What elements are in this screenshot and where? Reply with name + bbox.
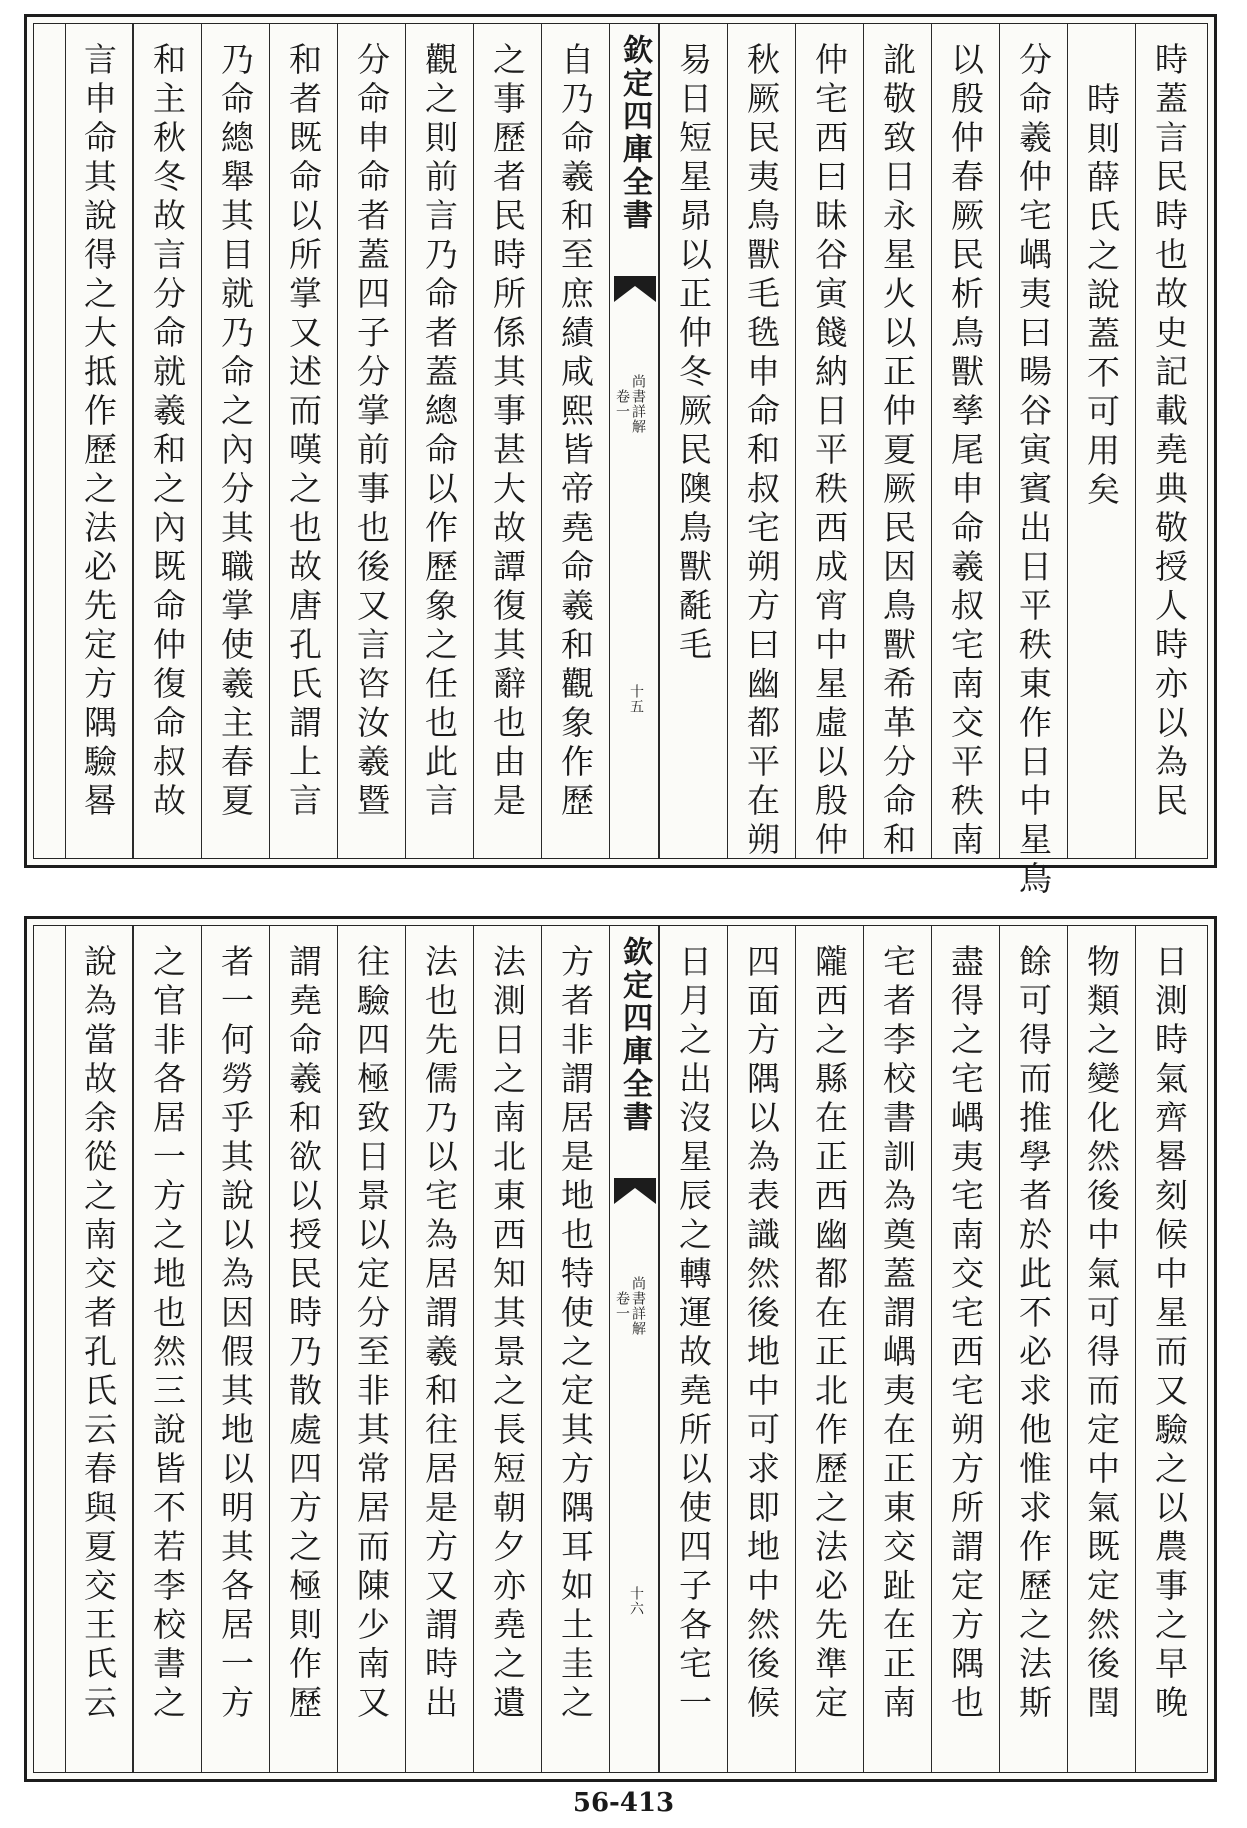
- text-column: 物類之變化然後中氣可得而定中氣既定然後閏: [1082, 944, 1121, 1724]
- text-column: 言申命其說得之大抵作歷之法必先定方隅驗晷: [79, 42, 118, 822]
- top-col-l7: [133, 24, 201, 858]
- book-title: 尚書詳解: [630, 1276, 646, 1336]
- text-column: 秋厥民夷鳥獸毛毨申命和叔宅朔方曰幽都平在朔: [742, 42, 781, 861]
- fishtail-mark-icon: [614, 276, 656, 302]
- text-column: 四面方隅以為表識然後地中可求即地中然後候: [742, 944, 781, 1724]
- text-column: 說為當故余從之南交者孔氏云春與夏交王氏云: [79, 944, 118, 1724]
- volume-label: 卷一: [614, 389, 630, 419]
- book-title: 尚書詳解: [630, 374, 646, 434]
- bottom-col-r5: [863, 926, 931, 1772]
- top-page-frame: [33, 23, 1208, 900]
- text-column: 易日短星昴以正仲冬厥民隩鳥獸氄毛: [674, 42, 713, 666]
- text-column: 分命羲仲宅嵎夷曰暘谷寅賓出日平秩東作日中星鳥: [1014, 42, 1053, 900]
- top-col-l3: [405, 24, 473, 858]
- leaf-number: 十五: [628, 684, 644, 714]
- text-column: 法測日之南北東西知其景之長短朝夕亦堯之遺: [488, 944, 527, 1724]
- text-column: 盡得之宅嵎夷宅南交宅西宅朔方所謂定方隅也: [946, 944, 985, 1724]
- bottom-col-l1: [541, 926, 609, 1772]
- text-column: 自乃命羲和至庶績咸熙皆帝堯命羲和觀象作歷: [556, 42, 595, 822]
- top-col-r3: [999, 24, 1067, 900]
- text-column: 觀之則前言乃命者蓋總命以作歷象之任也此言: [420, 42, 459, 822]
- fishtail-mark-icon: [614, 1178, 656, 1204]
- bottom-col-l5: [269, 926, 337, 1772]
- top-col-r1: [1135, 24, 1203, 858]
- bottom-col-r4: [931, 926, 999, 1772]
- bottom-col-l6: [201, 926, 269, 1772]
- text-column: 日測時氣齊晷刻候中星而又驗之以農事之早晚: [1150, 944, 1189, 1724]
- text-column: 分命申命者蓋四子分掌前事也後又言咨汝羲暨: [352, 42, 391, 822]
- page-number: 56-413: [572, 1788, 675, 1818]
- bottom-col-l2: [473, 926, 541, 1772]
- bottom-col-l8: [65, 926, 133, 1772]
- top-col-r6: [795, 24, 863, 861]
- volume-label: 卷一: [614, 1291, 630, 1321]
- text-column: 宅者李校書訓為奠蓋謂嵎夷在正東交趾在正南: [878, 944, 917, 1724]
- top-col-l4: [337, 24, 405, 858]
- bottom-fold-banner: [609, 926, 659, 1772]
- top-col-r5: [863, 24, 931, 861]
- bottom-page-frame: [33, 925, 1208, 1773]
- text-column: 法也先儒乃以宅為居謂羲和往居是方又謂時出: [420, 944, 459, 1724]
- bottom-col-l7: [133, 926, 201, 1772]
- text-column: 時蓋言民時也故史記載堯典敬授人時亦以為民: [1150, 42, 1189, 822]
- text-column: 和主秋冬故言分命就羲和之內既命仲復命叔故: [148, 42, 187, 822]
- text-column: 之官非各居一方之地也然三說皆不若李校書之: [148, 944, 187, 1724]
- text-column: 方者非謂居是地也特使之定其方隅耳如土圭之: [556, 944, 595, 1724]
- bottom-col-l4: [337, 926, 405, 1772]
- text-column: 乃命總舉其目就乃命之內分其職掌使羲主春夏: [216, 42, 255, 822]
- top-col-l8: [65, 24, 133, 858]
- top-col-r4: [931, 24, 999, 861]
- top-fold-banner: [609, 24, 659, 858]
- banner-title: 欽定四庫全書: [617, 34, 652, 232]
- top-col-r7: [727, 24, 795, 861]
- bottom-col-r7: [727, 926, 795, 1772]
- bottom-page: [24, 916, 1217, 1782]
- top-col-r2: [1067, 24, 1135, 858]
- leaf-number: 十六: [628, 1586, 644, 1616]
- bottom-col-r1: [1135, 926, 1203, 1772]
- text-column: 以殷仲春厥民析鳥獸孳尾申命羲叔宅南交平秩南: [946, 42, 985, 861]
- text-column: 和者既命以所掌又述而嘆之也故唐孔氏謂上言: [284, 42, 323, 822]
- text-column: 謂堯命羲和欲以授民時乃散處四方之極則作歷: [284, 944, 323, 1724]
- top-col-l1: [541, 24, 609, 858]
- top-page: [24, 14, 1217, 900]
- top-col-r8: [659, 24, 727, 858]
- bottom-col-r8: [659, 926, 727, 1772]
- bottom-col-r2: [1067, 926, 1135, 1772]
- top-col-l2: [473, 24, 541, 858]
- text-column: 仲宅西曰昧谷寅餞納日平秩西成宵中星虛以殷仲: [810, 42, 849, 861]
- text-column: 者一何勞乎其說以為因假其地以明其各居一方: [216, 944, 255, 1724]
- text-column: 時則薛氏之說蓋不可用矣: [1082, 82, 1121, 511]
- text-column: 餘可得而推學者於此不必求他惟求作歷之法斯: [1014, 944, 1053, 1724]
- text-column: 訛敬致日永星火以正仲夏厥民因鳥獸希革分命和: [878, 42, 917, 861]
- top-col-l5: [269, 24, 337, 858]
- bottom-col-r3: [999, 926, 1067, 1772]
- text-column: 隴西之縣在正西幽都在正北作歷之法必先準定: [810, 944, 849, 1724]
- text-column: 往驗四極致日景以定分至非其常居而陳少南又: [352, 944, 391, 1724]
- banner-title: 欽定四庫全書: [617, 936, 652, 1134]
- bottom-col-l3: [405, 926, 473, 1772]
- top-col-l6: [201, 24, 269, 858]
- text-column: 之事歷者民時所係其事甚大故譚復其辭也由是: [488, 42, 527, 822]
- bottom-col-r6: [795, 926, 863, 1772]
- text-column: 日月之出沒星辰之轉運故堯所以使四子各宅一: [674, 944, 713, 1724]
